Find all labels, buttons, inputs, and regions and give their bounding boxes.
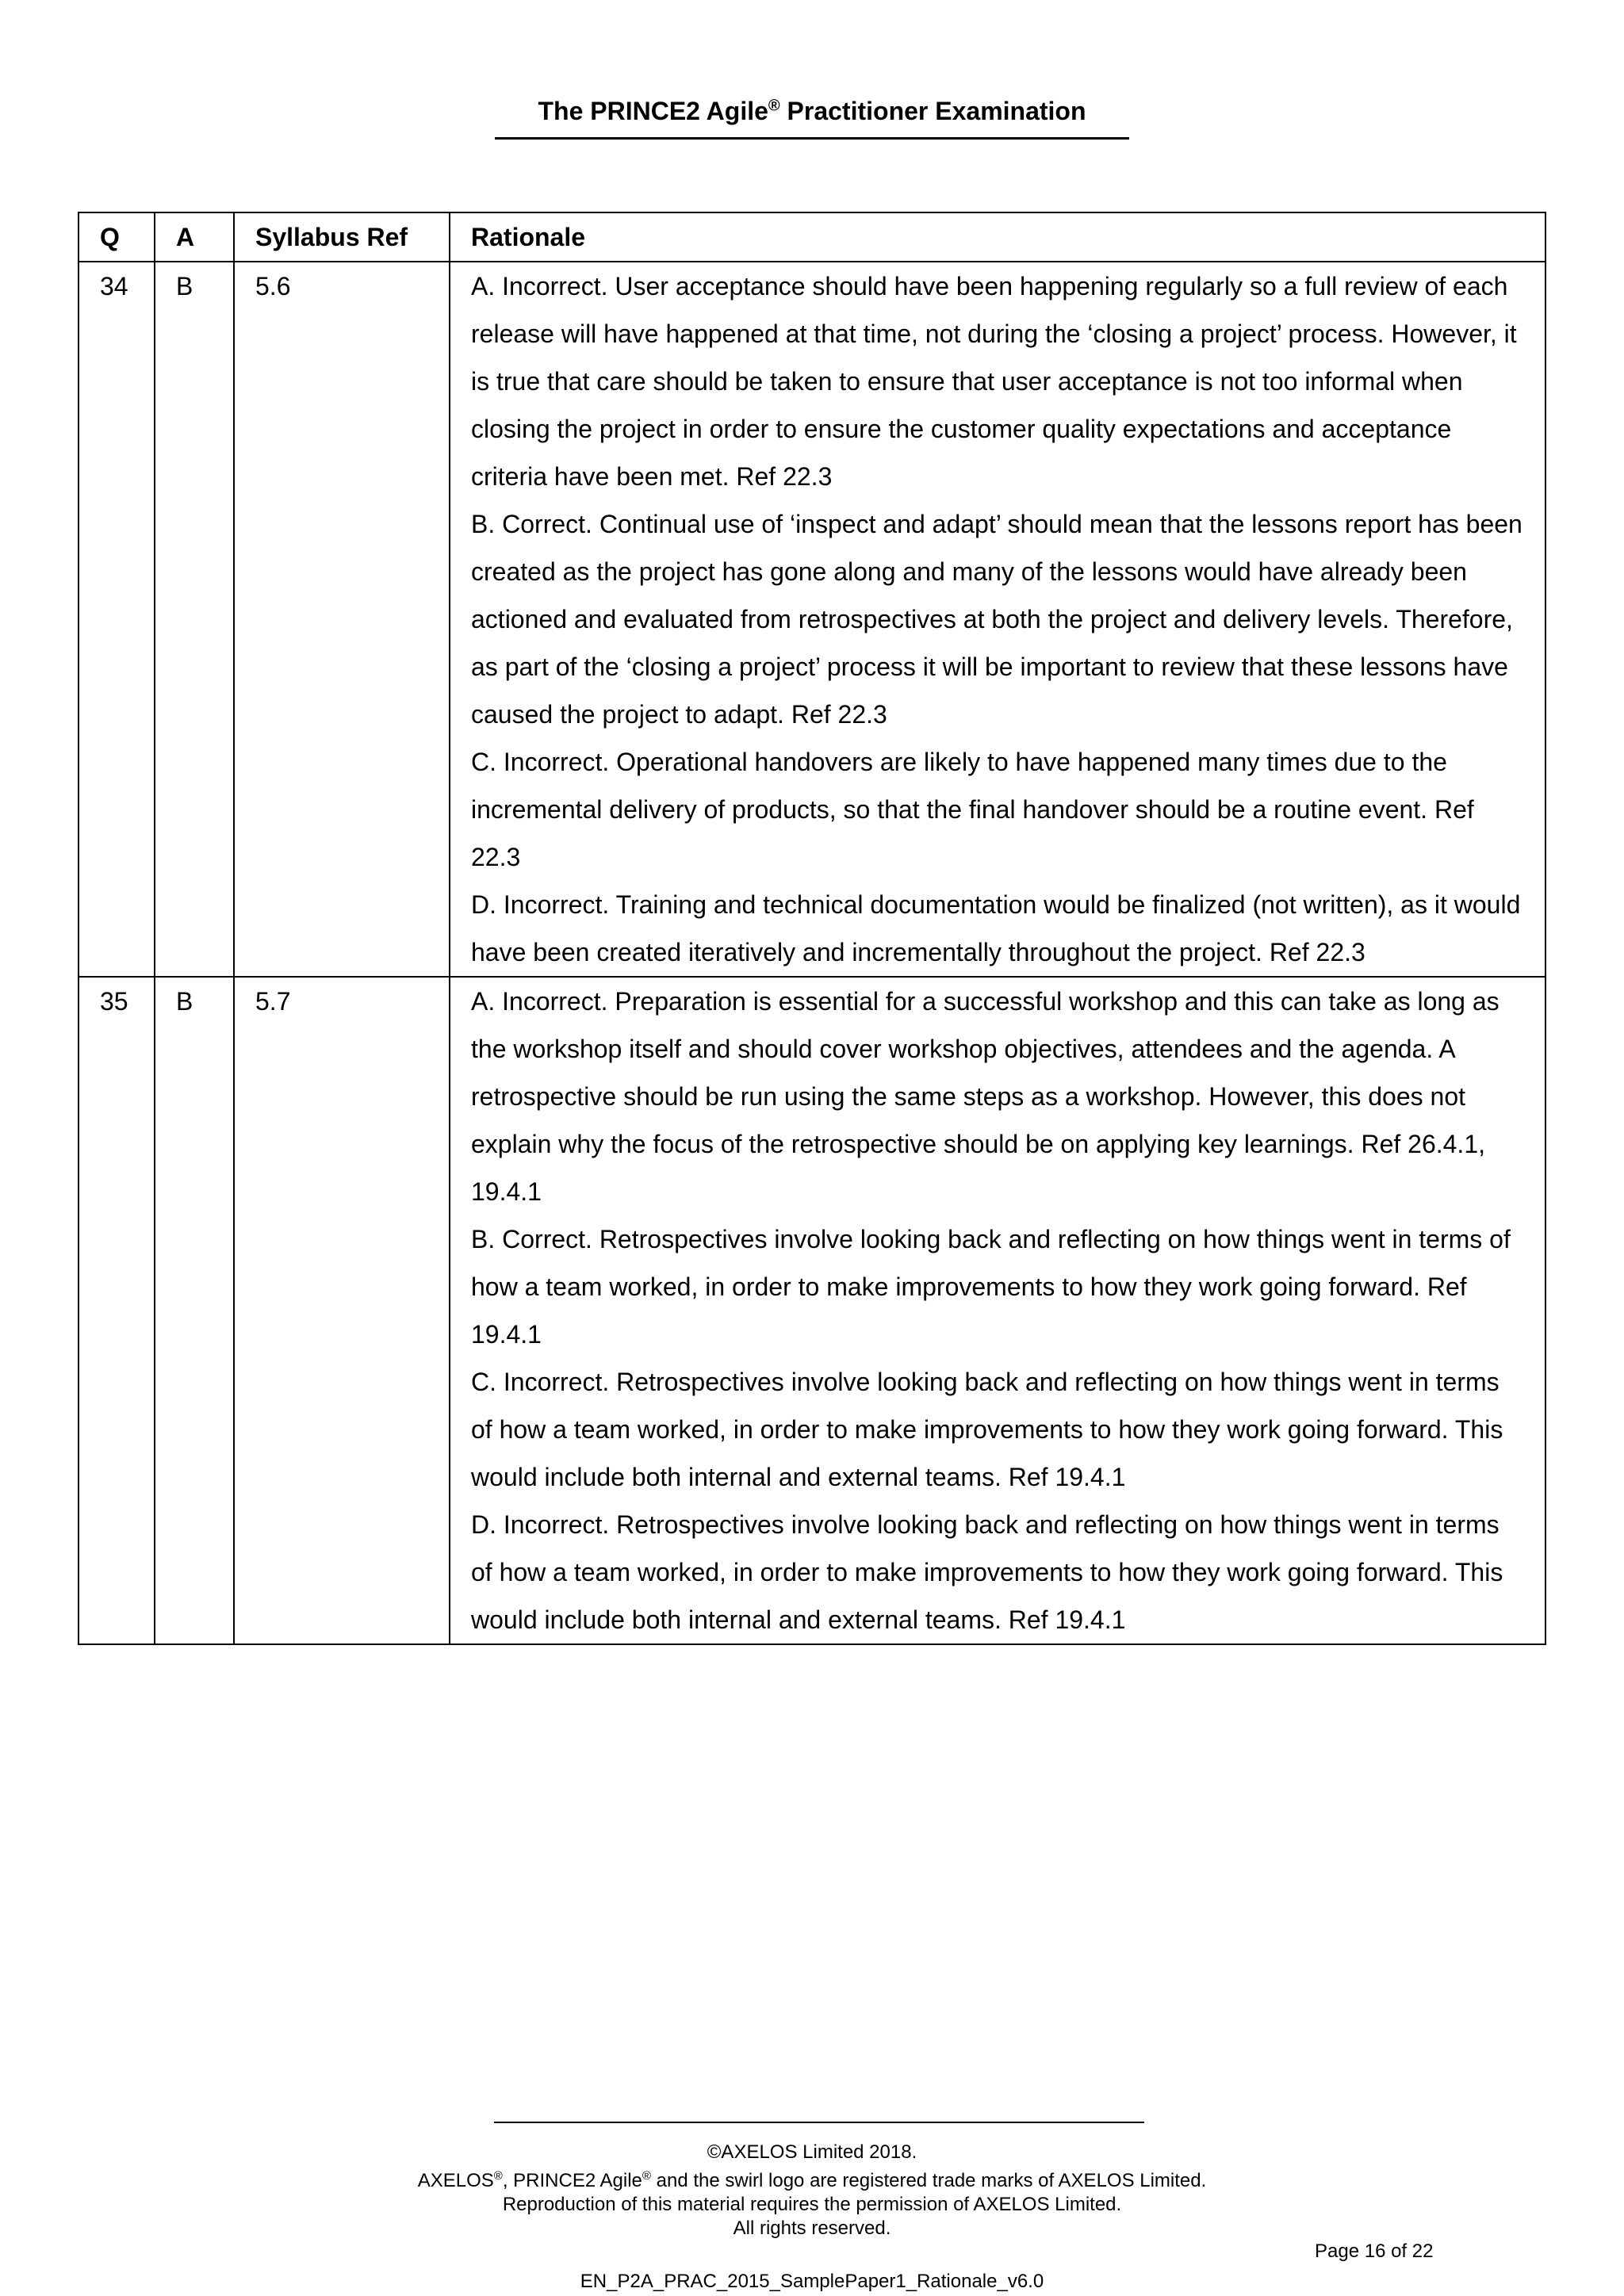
column-header-syllabus-ref: Syllabus Ref (234, 212, 450, 262)
answer: B (155, 262, 234, 977)
rationale-option-c: C. Incorrect. Retrospectives involve looking back and reflecting on how things went in terms of how a team worked, in order to make improvements to how they work going forward. This would include both internal and external teams. Ref 19.4.1 (471, 1368, 1503, 1491)
column-header-q: Q (79, 212, 155, 262)
trademark-text (0, 2164, 1624, 2193)
question-number: 34 (79, 262, 155, 977)
answer: B (155, 977, 234, 1644)
rationale-option-a: A. Incorrect. Preparation is essential for a successful workshop and this can take as long as the workshop itself and should cover workshop objectives, attendees and the agenda. A retrospective should be run using the same steps as a workshop. However, this does not explain why the focus of the retrospective should be on applying key learnings. Ref 26.4.1, 19.4.1 (471, 987, 1500, 1206)
title-prefix: The PRINCE2 Agile (538, 97, 768, 125)
syllabus-ref: 5.6 (234, 262, 450, 977)
document-id: EN_P2A_PRAC_2015_SamplePaper1_Rationale_v6.0 (580, 2271, 1044, 2292)
document-title (495, 97, 1129, 140)
table-row (79, 977, 1545, 1644)
footer-divider (494, 2122, 1144, 2123)
rationale-option-c: C. Incorrect. Operational handovers are likely to have happened many times due to the incremental delivery of products, so that the final handover should be a routine event. Ref 22.3 (471, 748, 1474, 871)
trademark-prince2: , PRINCE2 Agile (502, 2170, 642, 2191)
rationale-option-d: D. Incorrect. Retrospectives involve looking back and reflecting on how things went in terms of how a team worked, in order to make improvements to how they work going forward. This would include both internal and external teams. Ref 19.4.1 (471, 1510, 1503, 1634)
rationale-table (78, 212, 1546, 1645)
rationale-option-b: B. Correct. Retrospectives involve looking back and reflecting on how things went in terms of how a team worked, in order to make improvements to how they work going forward. Ref 19.4.1 (471, 1225, 1511, 1349)
title-suffix: Practitioner Examination (779, 97, 1086, 125)
rationale-option-b: B. Correct. Continual use of ‘inspect and adapt’ should mean that the lessons report has been created as the project has gone along and many of the lessons would have already been actioned and evaluated from retrospectives at both the project and delivery levels. Therefore, as part of the ‘closing a project’ process it will be important to review that these lessons have caused the project to adapt. Ref 22.3 (471, 510, 1522, 729)
trademark-axelos: AXELOS (417, 2170, 494, 2191)
rationale-option-a: A. Incorrect. User acceptance should have been happening regularly so a full review of each release will have happened at that time, not during the ‘closing a project’ process. However, it is true that care should be taken to ensure that user acceptance is not too informal when closing the project in order to ensure the customer quality expectations and acceptance criteria have been met. Ref 22.3 (471, 272, 1517, 491)
page-footer (0, 2141, 1624, 2241)
rationale-cell (450, 977, 1545, 1644)
registered-mark: ® (768, 97, 780, 115)
page-number: Page 16 of 22 (1315, 2241, 1434, 2262)
table-header-row (79, 212, 1545, 262)
registered-mark: ® (642, 2169, 651, 2183)
copyright-text: ©AXELOS Limited 2018. (707, 2141, 917, 2163)
syllabus-ref: 5.7 (234, 977, 450, 1644)
table-row (79, 262, 1545, 977)
question-number: 35 (79, 977, 155, 1644)
rationale-option-d: D. Incorrect. Training and technical documentation would be finalized (not written), as it would have been created iteratively and incrementally throughout the project. Ref 22.3 (471, 890, 1521, 966)
column-header-rationale: Rationale (450, 212, 1545, 262)
registered-mark: ® (493, 2169, 503, 2183)
rights-text: All rights reserved. (733, 2218, 891, 2239)
column-header-a: A (155, 212, 234, 262)
rationale-cell (450, 262, 1545, 977)
page-header (0, 97, 1624, 140)
trademark-rest: and the swirl logo are registered trade marks of AXELOS Limited. (650, 2170, 1207, 2191)
reproduction-text: Reproduction of this material requires the permission of AXELOS Limited. (502, 2194, 1122, 2215)
